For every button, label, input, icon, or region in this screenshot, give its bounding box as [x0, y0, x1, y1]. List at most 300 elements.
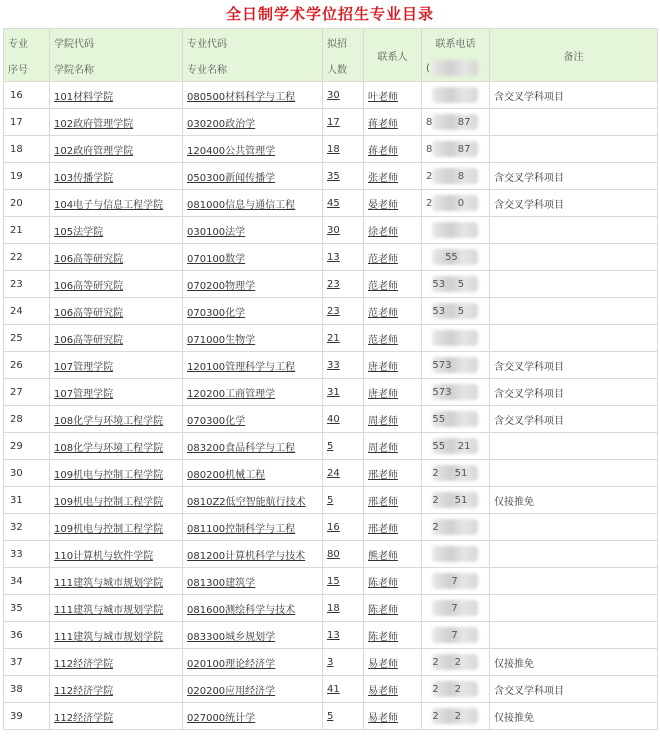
quota-cell [323, 406, 364, 433]
header-school-code: 学院代码 [50, 29, 183, 56]
contact-cell [364, 352, 422, 379]
table-row [4, 487, 658, 514]
quota-cell [323, 217, 364, 244]
header-seq-bottom: 序号 [4, 55, 50, 82]
quota-link[interactable]: 45 [327, 197, 340, 209]
contact-link[interactable]: 范老师 [368, 253, 398, 265]
quota-link[interactable]: 41 [327, 683, 340, 695]
phone-value: 53 5 [426, 278, 465, 290]
contact-cell [364, 703, 422, 730]
header-phone: 联系电话 [422, 29, 490, 56]
seq-cell: 31 [4, 487, 50, 514]
phone-value: 2 0 [426, 197, 465, 209]
school-cell [50, 109, 183, 136]
remark-cell: 含交叉学科项目 [490, 406, 658, 433]
quota-link[interactable]: 80 [327, 548, 340, 560]
school-link[interactable]: 107管理学院 [54, 388, 114, 400]
contact-link[interactable]: 易老师 [368, 712, 398, 724]
school-cell [50, 379, 183, 406]
contact-link[interactable]: 蒋老师 [368, 145, 398, 157]
table-row [4, 325, 658, 352]
contact-cell [364, 325, 422, 352]
table-row [4, 379, 658, 406]
quota-cell [323, 379, 364, 406]
seq-cell: 17 [4, 109, 50, 136]
phone-cell [422, 649, 490, 676]
quota-link[interactable]: 13 [327, 629, 340, 641]
phone-cell [422, 379, 490, 406]
remark-cell: 仅接推免 [490, 649, 658, 676]
school-cell [50, 595, 183, 622]
school-cell [50, 190, 183, 217]
phone-value: 2 51 [426, 494, 468, 506]
redaction-blur [432, 60, 478, 76]
major-cell [183, 271, 323, 298]
phone-value: 8 87 [426, 143, 471, 155]
school-cell [50, 352, 183, 379]
header-seq-top: 专业 [4, 29, 50, 56]
major-cell [183, 163, 323, 190]
seq-cell: 25 [4, 325, 50, 352]
remark-cell [490, 541, 658, 568]
quota-cell [323, 649, 364, 676]
major-cell [183, 676, 323, 703]
quota-link[interactable]: 35 [327, 170, 340, 182]
contact-link[interactable]: 易老师 [368, 685, 398, 697]
major-link[interactable]: 080500材料科学与工程 [187, 91, 296, 103]
contact-link[interactable]: 范老师 [368, 280, 398, 292]
phone-value: 2 8 [426, 170, 465, 182]
phone-cell [422, 271, 490, 298]
phone-value: 2 2 [426, 656, 461, 668]
phone-value: 2 2 [426, 710, 461, 722]
contact-cell [364, 622, 422, 649]
major-cell [183, 244, 323, 271]
contact-cell [364, 487, 422, 514]
major-cell [183, 190, 323, 217]
contact-link[interactable]: 蒋老师 [368, 118, 398, 130]
phone-value: 573 [426, 386, 452, 398]
major-link[interactable]: 120400公共管理学 [187, 145, 276, 157]
school-link[interactable]: 111建筑与城市规划学院 [54, 604, 164, 616]
school-link[interactable]: 106高等研究院 [54, 334, 124, 346]
quota-link[interactable]: 5 [327, 494, 334, 506]
contact-cell [364, 217, 422, 244]
phone-cell [422, 325, 490, 352]
contact-link[interactable]: 熊老师 [368, 550, 398, 562]
major-cell [183, 82, 323, 109]
school-link[interactable]: 102政府管理学院 [54, 118, 134, 130]
school-link[interactable]: 109机电与控制工程学院 [54, 469, 164, 481]
phone-cell [422, 541, 490, 568]
phone-cell [422, 433, 490, 460]
seq-cell: 37 [4, 649, 50, 676]
quota-link[interactable]: 16 [327, 521, 340, 533]
quota-cell [323, 352, 364, 379]
phone-cell [422, 109, 490, 136]
major-cell [183, 298, 323, 325]
major-cell [183, 514, 323, 541]
school-link[interactable]: 106高等研究院 [54, 280, 124, 292]
table-row [4, 244, 658, 271]
phone-cell [422, 352, 490, 379]
quota-cell [323, 514, 364, 541]
phone-value: 2 2 [426, 683, 461, 695]
major-cell [183, 622, 323, 649]
quota-cell [323, 622, 364, 649]
header-phone-bottom: ( [422, 55, 490, 82]
quota-cell [323, 190, 364, 217]
phone-cell [422, 190, 490, 217]
major-link[interactable]: 081000信息与通信工程 [187, 199, 296, 211]
seq-cell: 35 [4, 595, 50, 622]
seq-cell: 33 [4, 541, 50, 568]
school-cell [50, 82, 183, 109]
phone-cell [422, 622, 490, 649]
table-row [4, 460, 658, 487]
seq-cell: 34 [4, 568, 50, 595]
school-link[interactable]: 102政府管理学院 [54, 145, 134, 157]
seq-cell: 28 [4, 406, 50, 433]
major-cell [183, 136, 323, 163]
school-cell [50, 514, 183, 541]
quota-link[interactable]: 13 [327, 251, 340, 263]
redaction-blur [432, 87, 478, 103]
table-body [4, 82, 658, 730]
remark-cell [490, 433, 658, 460]
quota-cell [323, 163, 364, 190]
contact-link[interactable]: 邢老师 [368, 469, 398, 481]
phone-cell [422, 82, 490, 109]
school-cell [50, 487, 183, 514]
quota-link[interactable]: 5 [327, 710, 334, 722]
phone-value: 8 87 [426, 116, 471, 128]
school-cell [50, 163, 183, 190]
contact-link[interactable]: 范老师 [368, 307, 398, 319]
quota-cell [323, 541, 364, 568]
contact-link[interactable]: 张老师 [368, 172, 398, 184]
phone-cell [422, 406, 490, 433]
major-link[interactable]: 080200机械工程 [187, 469, 266, 481]
major-cell [183, 406, 323, 433]
contact-cell [364, 541, 422, 568]
contact-link[interactable]: 陈老师 [368, 577, 398, 589]
contact-link[interactable]: 周老师 [368, 415, 398, 427]
school-cell [50, 136, 183, 163]
contact-cell [364, 271, 422, 298]
seq-cell: 19 [4, 163, 50, 190]
quota-link[interactable]: 23 [327, 278, 340, 290]
school-cell [50, 541, 183, 568]
major-link[interactable]: 050300新闻传播学 [187, 172, 276, 184]
contact-link[interactable]: 陈老师 [368, 631, 398, 643]
contact-cell [364, 82, 422, 109]
contact-cell [364, 433, 422, 460]
major-link[interactable]: 083200食品科学与工程 [187, 442, 296, 454]
major-link[interactable]: 020200应用经济学 [187, 685, 276, 697]
quota-link[interactable]: 31 [327, 386, 340, 398]
header-school-name: 学院名称 [50, 55, 183, 82]
major-cell [183, 352, 323, 379]
school-link[interactable]: 112经济学院 [54, 685, 114, 697]
table-row [4, 541, 658, 568]
major-cell [183, 217, 323, 244]
quota-cell [323, 271, 364, 298]
seq-cell: 27 [4, 379, 50, 406]
phone-cell [422, 703, 490, 730]
quota-link[interactable]: 23 [327, 305, 340, 317]
header-contact: 联系人 [364, 29, 422, 82]
major-cell [183, 487, 323, 514]
major-link[interactable]: 030200政治学 [187, 118, 256, 130]
phone-value: 2 51 [426, 467, 468, 479]
quota-cell [323, 595, 364, 622]
contact-cell [364, 298, 422, 325]
table-row [4, 163, 658, 190]
major-cell [183, 460, 323, 487]
table-row [4, 433, 658, 460]
seq-cell: 22 [4, 244, 50, 271]
quota-cell [323, 568, 364, 595]
header-remark: 备注 [490, 29, 658, 82]
contact-link[interactable]: 唐老师 [368, 388, 398, 400]
remark-cell: 含交叉学科项目 [490, 190, 658, 217]
quota-link[interactable]: 30 [327, 89, 340, 101]
major-link[interactable]: 120100管理科学与工程 [187, 361, 296, 373]
remark-cell: 仅接推免 [490, 703, 658, 730]
table-row [4, 595, 658, 622]
table-row [4, 568, 658, 595]
quota-cell [323, 487, 364, 514]
remark-cell [490, 271, 658, 298]
quota-cell [323, 109, 364, 136]
quota-link[interactable]: 33 [327, 359, 340, 371]
major-cell [183, 325, 323, 352]
school-link[interactable]: 111建筑与城市规划学院 [54, 577, 164, 589]
school-cell [50, 676, 183, 703]
major-cell [183, 703, 323, 730]
major-link[interactable]: 081100控制科学与工程 [187, 523, 296, 535]
school-link[interactable]: 109机电与控制工程学院 [54, 523, 164, 535]
contact-cell [364, 190, 422, 217]
contact-link[interactable]: 唐老师 [368, 361, 398, 373]
contact-link[interactable]: 范老师 [368, 334, 398, 346]
school-cell [50, 568, 183, 595]
school-link[interactable]: 108化学与环境工程学院 [54, 442, 164, 454]
phone-value: 55 [426, 413, 446, 425]
contact-cell [364, 379, 422, 406]
quota-cell [323, 433, 364, 460]
school-cell [50, 406, 183, 433]
quota-link[interactable]: 24 [327, 467, 340, 479]
remark-cell [490, 514, 658, 541]
table-row [4, 298, 658, 325]
contact-cell [364, 109, 422, 136]
school-cell [50, 244, 183, 271]
seq-cell: 21 [4, 217, 50, 244]
school-link[interactable]: 109机电与控制工程学院 [54, 496, 164, 508]
school-link[interactable]: 112经济学院 [54, 658, 114, 670]
seq-cell: 20 [4, 190, 50, 217]
remark-cell [490, 622, 658, 649]
school-link[interactable]: 105法学院 [54, 226, 104, 238]
school-link[interactable]: 104电子与信息工程学院 [54, 199, 164, 211]
contact-cell [364, 595, 422, 622]
remark-cell [490, 217, 658, 244]
remark-cell: 仅接推免 [490, 487, 658, 514]
contact-cell [364, 244, 422, 271]
phone-cell [422, 163, 490, 190]
contact-link[interactable]: 徐老师 [368, 226, 398, 238]
phone-cell [422, 514, 490, 541]
school-link[interactable]: 111建筑与城市规划学院 [54, 631, 164, 643]
school-cell [50, 433, 183, 460]
major-link[interactable]: 070300化学 [187, 307, 246, 319]
phone-cell [422, 298, 490, 325]
school-cell [50, 622, 183, 649]
contact-link[interactable]: 晏老师 [368, 199, 398, 211]
phone-value: 573 [426, 359, 452, 371]
remark-cell [490, 298, 658, 325]
school-link[interactable]: 103传播学院 [54, 172, 114, 184]
remark-cell [490, 568, 658, 595]
major-link[interactable]: 120200工商管理学 [187, 388, 276, 400]
remark-cell [490, 244, 658, 271]
remark-cell [490, 109, 658, 136]
major-link[interactable]: 020100理论经济学 [187, 658, 276, 670]
table-row [4, 622, 658, 649]
seq-cell: 32 [4, 514, 50, 541]
table-row [4, 514, 658, 541]
quota-cell [323, 325, 364, 352]
phone-cell [422, 595, 490, 622]
quota-cell [323, 676, 364, 703]
seq-cell: 18 [4, 136, 50, 163]
remark-cell [490, 325, 658, 352]
table-row [4, 136, 658, 163]
quota-link[interactable]: 5 [327, 440, 334, 452]
quota-cell [323, 703, 364, 730]
contact-link[interactable]: 叶老师 [368, 91, 398, 103]
major-link[interactable]: 081600测绘科学与技术 [187, 604, 296, 616]
phone-value: 7 [426, 602, 458, 614]
phone-value: 53 5 [426, 305, 465, 317]
phone-cell [422, 568, 490, 595]
quota-cell [323, 460, 364, 487]
remark-cell: 含交叉学科项目 [490, 379, 658, 406]
major-link[interactable]: 070100数学 [187, 253, 246, 265]
school-link[interactable]: 112经济学院 [54, 712, 114, 724]
remark-cell: 含交叉学科项目 [490, 82, 658, 109]
quota-link[interactable]: 3 [327, 656, 334, 668]
major-link[interactable]: 071000生物学 [187, 334, 256, 346]
table-row [4, 676, 658, 703]
school-link[interactable]: 106高等研究院 [54, 307, 124, 319]
major-link[interactable]: 070200物理学 [187, 280, 256, 292]
quota-link[interactable]: 30 [327, 224, 340, 236]
school-link[interactable]: 106高等研究院 [54, 253, 124, 265]
phone-value: 2 [426, 521, 439, 533]
major-link[interactable]: 081300建筑学 [187, 577, 256, 589]
contact-link[interactable]: 易老师 [368, 658, 398, 670]
school-cell [50, 298, 183, 325]
major-cell [183, 649, 323, 676]
contact-cell [364, 460, 422, 487]
contact-link[interactable]: 陈老师 [368, 604, 398, 616]
quota-cell [323, 82, 364, 109]
header-quota-top: 拟招 [323, 29, 364, 56]
phone-cell [422, 460, 490, 487]
contact-cell [364, 163, 422, 190]
quota-link[interactable]: 17 [327, 116, 340, 128]
school-link[interactable]: 107管理学院 [54, 361, 114, 373]
quota-link[interactable]: 21 [327, 332, 340, 344]
major-link[interactable]: 081200计算机科学与技术 [187, 550, 306, 562]
phone-value: 55 [426, 251, 458, 263]
seq-cell: 29 [4, 433, 50, 460]
redaction-blur [432, 330, 478, 346]
seq-cell: 24 [4, 298, 50, 325]
quota-cell [323, 136, 364, 163]
contact-link[interactable]: 邢老师 [368, 496, 398, 508]
quota-link[interactable]: 15 [327, 575, 340, 587]
contact-link[interactable]: 周老师 [368, 442, 398, 454]
table-row [4, 703, 658, 730]
quota-link[interactable]: 18 [327, 602, 340, 614]
contact-cell [364, 406, 422, 433]
seq-cell: 23 [4, 271, 50, 298]
phone-cell [422, 244, 490, 271]
school-cell [50, 703, 183, 730]
remark-cell: 含交叉学科项目 [490, 676, 658, 703]
school-cell [50, 460, 183, 487]
phone-value: 55 21 [426, 440, 471, 452]
quota-link[interactable]: 18 [327, 143, 340, 155]
table-row [4, 82, 658, 109]
major-link[interactable]: 030100法学 [187, 226, 246, 238]
phone-value: 7 [426, 575, 458, 587]
quota-link[interactable]: 40 [327, 413, 340, 425]
major-link[interactable]: 0810Z2低空智能航行技术 [187, 496, 306, 508]
table-row [4, 649, 658, 676]
major-link[interactable]: 070300化学 [187, 415, 246, 427]
school-cell [50, 271, 183, 298]
major-cell [183, 379, 323, 406]
major-cell [183, 433, 323, 460]
table-row [4, 109, 658, 136]
seq-cell: 30 [4, 460, 50, 487]
major-link[interactable]: 083300城乡规划学 [187, 631, 276, 643]
table-header [4, 29, 658, 82]
seq-cell: 39 [4, 703, 50, 730]
remark-cell [490, 460, 658, 487]
school-link[interactable]: 101材料学院 [54, 91, 114, 103]
redaction-blur [432, 222, 478, 238]
phone-cell [422, 136, 490, 163]
school-link[interactable]: 110计算机与软件学院 [54, 550, 154, 562]
major-cell [183, 541, 323, 568]
seq-cell: 36 [4, 622, 50, 649]
contact-cell [364, 514, 422, 541]
phone-cell [422, 676, 490, 703]
contact-cell [364, 568, 422, 595]
school-link[interactable]: 108化学与环境工程学院 [54, 415, 164, 427]
major-link[interactable]: 027000统计学 [187, 712, 256, 724]
contact-link[interactable]: 邢老师 [368, 523, 398, 535]
table-row [4, 190, 658, 217]
header-major-code: 专业代码 [183, 29, 323, 56]
remark-cell: 含交叉学科项目 [490, 352, 658, 379]
